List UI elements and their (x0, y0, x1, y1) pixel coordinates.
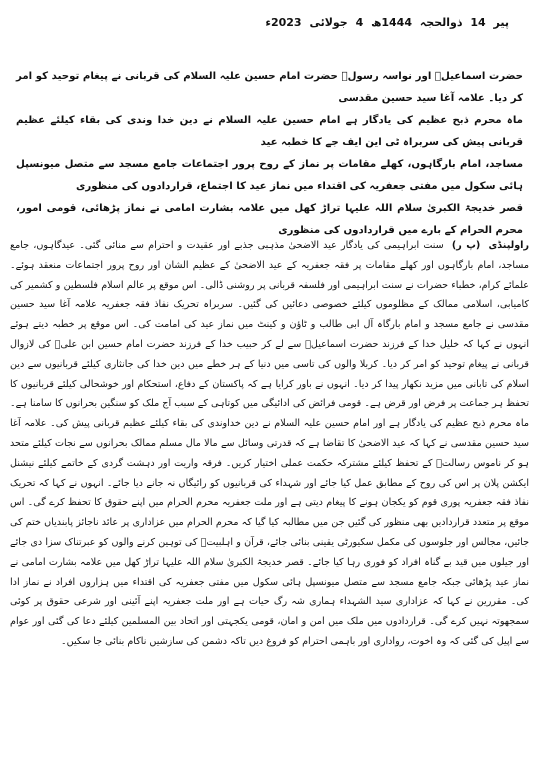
headline-line: مساجد، امام بارگاہوں، کھلے مقامات پر نماز کے روح پرور اجتماعات جامع مسجد سے متصل میونسپل ہائی سکول میں مفتی جعفریہ کی اقتداء میں نماز عید کا اجتماع، قراردادوں کی منظوری (16, 159, 523, 192)
hijri-month: ذوالحجہ (419, 16, 463, 29)
dateline (261, 16, 509, 29)
headline-block (16, 66, 523, 242)
headline-line: ماہ محرم ذبح عظیم کی یادگار ہے امام حسین علیہ السلام نے دین خدا وندی کی بقاء کیلئے عظیم قربانی پیش کی سربراہ ٹی این ایف جے کا خطبہ عید (16, 115, 523, 148)
article-text: سنت ابراہیمی کی یادگار عید الاضحیٰ مذہبی جذبے اور عقیدت و احترام سے منائی گئی۔ عیدگاہوں، جامع مساجد، امام بارگاہوں اور کھلے مقامات پر فقہ جعفریہ کے عید الاضحیٰ کے عظیم الشان اور روح پرور اجتماعات منعقد ہوئے۔ علمائے کرام، خطباء حضرات نے سنت ابراہیمی اور فلسفہ قربانی پر روشنی ڈالی۔ اس موقع پر عالم اسلام فلسطین و کشمیر کی کامیابی، اسلامی ممالک کے مظلوموں کیلئے خصوصی دعائیں کی گئیں۔ سربراہ تحریک نفاذ فقہ جعفریہ علامہ آغا سید حسین مقدسی نے جامع مسجد و امام بارگاہ آل ابی طالب و ٹاؤن و کینٹ میں نماز عید کی امامت کی۔ اس موقع پر خطبہ دیتے ہوئے انہوں نے کہا کہ خلیل خدا کے فرزند حضرت اسماعیلؑ سے لے کر حبیب خدا کے فرزند حضرت امام حسین ابن علیؑ کی لازوال قربانی نے پیغام توحید کو امر کر دیا۔ کربلا والوں کی تاسی میں دنیا کے ہر خطے میں دین خدا کی جانثاری کیلئے قربانیوں سے دین اسلام کی تابانی میں مزید نکھار پیدا کر دیا۔ انہوں نے باور کرایا ہے کہ پاکستان کے دفاع، استحکام اور خوشحالی کیلئے قربانیوں کا تحفظ ہر جماعت پر فرض اور قرض ہے۔ قومی فرائض کی ادائیگی میں کوتاہی کے سبب آج ملک کو سنگین بحرانوں کا سامنا ہے۔ ماہ محرم ذبح عظیم کی یادگار ہے اور امام حسین علیہ السلام نے دین خداوندی کی بقاء کیلئے عظیم قربانی پیش کی۔ علامہ آغا سید حسین مقدسی نے کہا کہ عید الاضحیٰ کا تقاضا ہے کہ قدرتی وسائل سے مالا مال مسلم ممالک بحرانوں سے نجات کیلئے متحد ہو کر ناموس رسالتؐ کے تحفظ کیلئے مشترکہ حکمت عملی اختیار کریں۔ فرقہ واریت اور دہشت گردی کے خاتمے کیلئے نیشنل ایکشن پلان پر اس کی روح کے مطابق عمل کیا جائے اور شہداء کی قربانیوں کو رائیگاں نہ جانے دیا جائے۔ انہوں نے کہا کہ تحریک نفاذ فقہ جعفریہ پوری قوم کو یکجان ہونے کا پیغام دیتی ہے اور ملت جعفریہ محرم الحرام میں اپنے حقوق کا تحفظ کرے گی۔ اس موقع پر متعدد قراردادیں بھی منظور کی گئیں جن میں مطالبہ کیا گیا کہ محرم الحرام میں عزاداری پر عائد ناجائز پابندیاں ختم کی جائیں، مجالس اور جلوسوں کی مکمل سکیورٹی یقینی بنائی جائے، قرآن و اہلبیتؑ کی توہین کرنے والوں کو عبرتناک سزا دی جائے اور جیلوں میں قید بے گناہ افراد کو فوری رہا کیا جائے۔ قصر خدیجۃ الکبریٰ سلام اللہ علیہا تراڑ کھل میں علامہ بشارت امامی نے نماز عید پڑھائی جبکہ جامع مسجد سے متصل میونسپل ہائی سکول میں مفتی جعفریہ کی اقتداء میں ہزاروں افراد نے نماز ادا کی۔ مقررین نے کہا کہ عزاداری سید الشہداء ہماری شہ رگ حیات ہے اور ملت جعفریہ اپنے آئینی اور شرعی حقوق پر کوئی سمجھوتہ نہیں کرے گی۔ قراردادوں میں ملک میں امن و امان، قومی یکجہتی اور اتحاد بین المسلمین کیلئے دعا کی گئی اور عوام سے اپیل کی گئی کہ وہ اخوت، رواداری اور باہمی احترام کو فروغ دیں تاکہ دشمن کی سازشیں ناکام بنائی جا سکیں۔ (10, 240, 529, 647)
hijri-year: 1444ھ (371, 16, 412, 29)
gregorian-day: 4 (355, 16, 364, 29)
headline-line: قصر خدیجۃ الکبریٰ سلام اللہ علیہا تراڑ کھل میں علامہ بشارت امامی نے نماز پڑھائی، قومی امور، محرم الحرام کے بارے میں قراردادوں کی منظوری (16, 203, 523, 236)
headline-line: حضرت اسماعیلؑ اور نواسہ رسولؐ حضرت امام حسین علیہ السلام کی قربانی نے پیغام توحید کو امر کر دیا۔ علامہ آغا سید حسین مقدسی (16, 71, 523, 104)
article-body (10, 236, 529, 652)
gregorian-month: جولائی (309, 16, 348, 29)
gregorian-year: 2023ء (265, 16, 302, 29)
article-source: (پ ر) (451, 240, 481, 251)
article-dateline: راولپنڈی (488, 240, 529, 251)
weekday: پیر (493, 16, 509, 29)
hijri-day: 14 (470, 16, 486, 29)
